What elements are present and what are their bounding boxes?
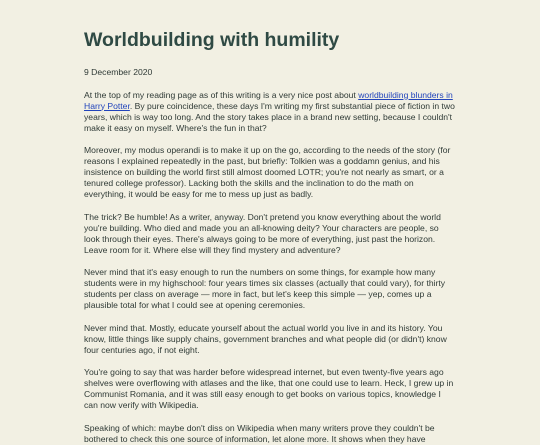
paragraph-3: The trick? Be humble! As a writer, anyway. Don't pretend you know everything about the world you're building. Who died and made you an all-knowing deity? Your characters are people, so look through their eyes. There's always going to be more of everything, just past the horizon. Leave room for it. Where else will they find mystery and adventure? bbox=[84, 211, 441, 255]
paragraph-2: Moreover, my modus operandi is to make it up on the go, according to the needs of the story (for reasons I explained repeatedly in the past, but briefly: Tolkien was a goddamn genius, and his insistence on building the world first still almost doomed LOTR; you're not nearly as smart, or a tenured college professor). Lacking both the skills and the inclination to do the math on everything, it would be easy for me to mess up just as badly. bbox=[84, 145, 451, 199]
article-title: Worldbuilding with humility bbox=[84, 29, 340, 51]
article-date: 9 December 2020 bbox=[84, 67, 153, 77]
paragraph-6: You're going to say that was harder before widespread internet, but even twenty-five years ago shelves were overflowing with atlases and the like, that one could use to learn. Heck, I grew up in Communist Romania, and it was still easy enough to get books on various topics, knowledge I can now verify with Wikipedia. bbox=[84, 367, 454, 410]
paragraph-1 bbox=[84, 90, 456, 134]
worldbuilding-blunders-link[interactable]: worldbuilding blunders in Harry Potter bbox=[84, 89, 453, 111]
paragraph-4: Never mind that it's easy enough to run the numbers on some things, for example how many students were in my highschool: four years times six classes (actually that could vary), for thirty students per class on average — more in fact, but let's keep this simple — yep, comes up a plausible total for what I could see at opening ceremonies. bbox=[84, 267, 446, 310]
paragraph-1-text-before: At the top of my reading page as of this writing is a very nice post about bbox=[84, 89, 359, 100]
paragraph-7: Speaking of which: maybe don't diss on Wikipedia when many writers prove they couldn't be bothered to check this one source of information, let alone more. It shows when they have bbox=[84, 422, 435, 444]
article bbox=[84, 28, 456, 445]
paragraph-5: Never mind that. Mostly, educate yourself about the actual world you live in and its history. You know, little things like supply chains, government branches and what people did (or didn't) know four centuries ago, if not eight. bbox=[84, 322, 447, 355]
paragraph-1-text-after: . By pure coincidence, these days I'm writing my first substantial piece of fiction in two years, which is way too long. And the story takes place in a brand new setting, because I couldn't make it easy on myself. Where's the fun in that? bbox=[84, 100, 455, 133]
